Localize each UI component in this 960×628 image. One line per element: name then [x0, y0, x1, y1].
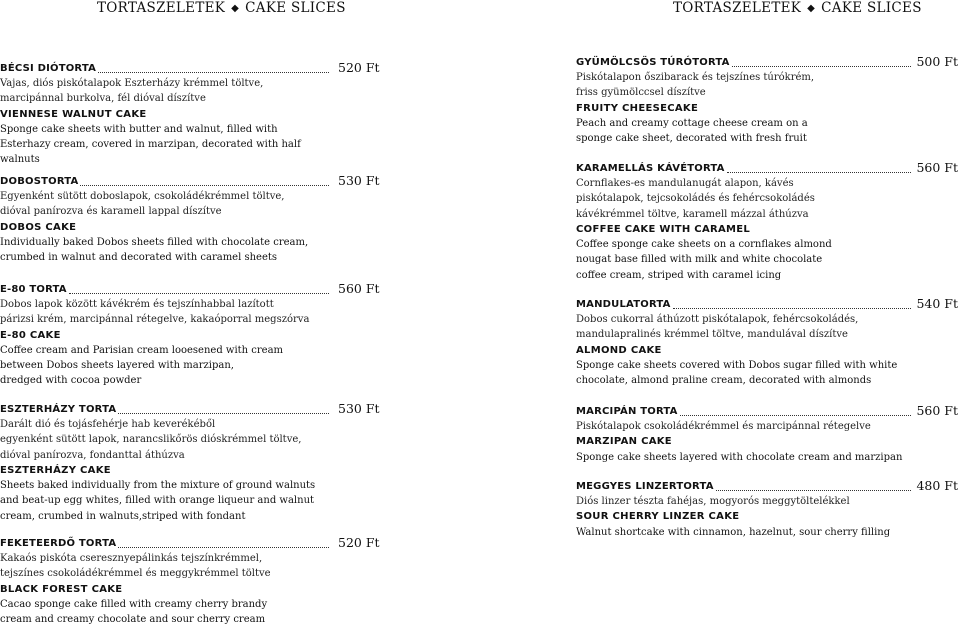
- menu-item-title-row: [0, 281, 381, 297]
- dot-leader: [80, 184, 329, 186]
- menu-item-title: MEGGYES LINZERTORTA: [576, 481, 714, 492]
- menu-item-price: 560 Ft: [916, 403, 958, 418]
- header-right: [673, 0, 922, 16]
- menu-item: [0, 535, 390, 627]
- menu-item: [576, 54, 960, 146]
- menu-item-en-title: COFFEE CAKE WITH CARAMEL: [576, 223, 751, 235]
- menu-item: [576, 296, 960, 388]
- dot-leader: [732, 65, 911, 67]
- menu-item-en-line: Peach and creamy cottage cheese cream on a: [576, 117, 808, 129]
- dot-leader: [98, 71, 329, 73]
- menu-item-title-row: [0, 535, 381, 551]
- menu-item-price: 520 Ft: [338, 60, 380, 75]
- menu-item-title: FEKETEERDŐ TORTA: [0, 538, 117, 549]
- header-right-hu: TORTASZELETEK: [673, 0, 802, 16]
- menu-item-title-row: [576, 54, 960, 70]
- menu-item-en-title: ALMOND CAKE: [576, 344, 662, 356]
- menu-item-hu-line: tejszínes csokoládékrémmel és meggykrémmel töltve: [0, 568, 271, 580]
- menu-item-title-row: [576, 478, 960, 494]
- menu-item-title-row: [0, 173, 381, 189]
- dot-leader: [680, 414, 911, 416]
- menu-item-hu-line: Piskótalapon őszibarack és tejszínes túrókrém,: [576, 72, 815, 83]
- menu-item: [0, 173, 390, 265]
- menu-item-hu-line: Diós linzer tészta fahéjas, mogyorós meggytöltelékkel: [576, 496, 850, 507]
- menu-item: [576, 403, 960, 465]
- menu-item-en-line: sponge cake sheet, decorated with fresh fruit: [576, 133, 807, 145]
- menu-item-en-line: Walnut shortcake with cinnamon, hazelnut, sour cherry filling: [576, 526, 891, 538]
- menu-item-en-title: SOUR CHERRY LINZER CAKE: [576, 511, 740, 523]
- menu-item-en-line: crumbed in walnut and decorated with caramel sheets: [0, 252, 278, 264]
- menu-item-en-line: cream, crumbed in walnuts,striped with fondant: [0, 510, 246, 522]
- menu-item-en-line: Coffee sponge cake sheets on a cornflakes almond: [576, 239, 832, 251]
- menu-item-hu-line: mandulapralinés krémmel töltve, mandulával díszítve: [576, 329, 848, 341]
- menu-item-title: DOBOSTORTA: [0, 176, 79, 187]
- menu-item-hu-line: friss gyümölccsel díszítve: [576, 87, 706, 99]
- menu-item-hu-line: egyenként sütött lapok, narancslikőrös dióskrémmel töltve,: [0, 434, 302, 446]
- menu-item: [576, 160, 960, 283]
- menu-item-hu-line: Egyenként sütött doboslapok, csokoládékrémmel töltve,: [0, 191, 285, 202]
- menu-item-hu-line: Vajas, diós piskótalapok Eszterházy krémmel töltve,: [0, 78, 264, 89]
- menu-item-hu-line: Kakaós piskóta cseresznyepálinkás tejszínkrémmel,: [0, 553, 263, 564]
- menu-item-hu-line: Cornflakes-es mandulanugát alapon, kávés: [576, 178, 794, 189]
- menu-item-en-title: BLACK FOREST CAKE: [0, 583, 123, 595]
- menu-item-price: 530 Ft: [338, 173, 380, 188]
- menu-item-en-line: cream and creamy chocolate and sour cherry cream: [0, 614, 266, 626]
- diamond-icon: ◆: [231, 3, 240, 14]
- menu-item-hu-line: piskótalapok, tejcsokoládés és fehércsokoládés: [576, 193, 815, 205]
- menu-item-en-title: MARZIPAN CAKE: [576, 436, 672, 448]
- menu-item-price: 530 Ft: [338, 401, 380, 416]
- menu-item-en-line: Esterhazy cream, covered in marzipan, decorated with half: [0, 139, 301, 151]
- header-left: [97, 0, 346, 16]
- menu-item: [0, 60, 390, 168]
- menu-item-en-line: Sponge cake sheets layered with chocolate cream and marzipan: [576, 451, 903, 463]
- menu-item-price: 560 Ft: [916, 160, 958, 175]
- menu-item-en-line: Cacao sponge cake filled with creamy cherry brandy: [0, 598, 268, 610]
- dot-leader: [716, 489, 911, 491]
- menu-item-hu-line: Darált dió és tojásfehérje hab keverékéből: [0, 419, 216, 430]
- menu-item-en-line: walnuts: [0, 154, 40, 166]
- dot-leader: [727, 171, 911, 173]
- dot-leader: [118, 546, 329, 548]
- menu-item-title: MARCIPÁN TORTA: [576, 406, 678, 417]
- menu-item-en-title: ESZTERHÁZY CAKE: [0, 464, 111, 476]
- menu-item: [576, 478, 960, 540]
- menu-item-en-title: VIENNESE WALNUT CAKE: [0, 108, 147, 120]
- menu-item-title-row: [576, 403, 960, 419]
- menu-item-en-line: nougat base filled with milk and white chocolate: [576, 254, 823, 266]
- header-left-en: CAKE SLICES: [245, 0, 346, 16]
- menu-item-title: BÉCSI DIÓTORTA: [0, 63, 97, 74]
- menu-item-title: GYÜMÖLCSÖS TÚRÓTORTA: [576, 57, 730, 68]
- menu-item-hu-line: párizsi krém, marcipánnal rétegelve, kakaóporral megszórva: [0, 314, 310, 326]
- menu-item-en-line: and beat-up egg whites, filled with orange liqueur and walnut: [0, 495, 315, 507]
- header-left-hu: TORTASZELETEK: [97, 0, 226, 16]
- menu-item-en-line: Sheets baked individually from the mixture of ground walnuts: [0, 480, 316, 492]
- menu-item-title: E-80 TORTA: [0, 284, 67, 295]
- menu-item-title: ESZTERHÁZY TORTA: [0, 404, 117, 415]
- menu-item: [0, 401, 390, 524]
- menu-item-hu-line: Piskótalapok csokoládékrémmel és marcipánnal rétegelve: [576, 421, 871, 432]
- menu-item-title: KARAMELLÁS KÁVÉTORTA: [576, 163, 725, 174]
- dot-leader: [69, 292, 329, 294]
- dot-leader: [673, 307, 911, 309]
- menu-item-hu-line: dióval panírozva és karamell lappal díszítve: [0, 206, 222, 218]
- menu-item-price: 500 Ft: [916, 54, 958, 69]
- menu-item-title-row: [576, 296, 960, 312]
- menu-item-title-row: [0, 60, 381, 76]
- menu-item-price: 540 Ft: [916, 296, 958, 311]
- diamond-icon: ◆: [807, 3, 816, 14]
- menu-item-price: 560 Ft: [338, 281, 380, 296]
- menu-item-hu-line: kávékrémmel töltve, karamell mázzal áthúzva: [576, 208, 809, 220]
- menu-item-hu-line: dióval panírozva, fondanttal áthúzva: [0, 449, 185, 461]
- menu-item-en-line: dredged with cocoa powder: [0, 375, 142, 387]
- dot-leader: [118, 412, 329, 414]
- menu-item-price: 520 Ft: [338, 535, 380, 550]
- menu-item-en-title: FRUITY CHEESECAKE: [576, 102, 699, 114]
- menu-item-en-line: Sponge cake sheets covered with Dobos sugar filled with white: [576, 359, 898, 371]
- menu-item-en-title: E-80 CAKE: [0, 329, 61, 341]
- menu-item-title-row: [576, 160, 960, 176]
- menu-item-title: MANDULATORTA: [576, 299, 671, 310]
- menu-item: [0, 281, 390, 389]
- menu-item-hu-line: marcipánnal burkolva, fél dióval díszítve: [0, 93, 206, 105]
- menu-item-en-line: chocolate, almond praline cream, decorated with almonds: [576, 375, 872, 387]
- menu-item-hu-line: Dobos cukorral áthúzott piskótalapok, fehércsokoládés,: [576, 314, 859, 325]
- menu-item-en-line: between Dobos sheets layered with marzipan,: [0, 360, 234, 372]
- menu-item-en-line: coffee cream, striped with caramel icing: [576, 269, 782, 281]
- menu-item-en-line: Coffee cream and Parisian cream looesened with cream: [0, 344, 284, 356]
- header-right-en: CAKE SLICES: [821, 0, 922, 16]
- menu-item-en-line: Individually baked Dobos sheets filled with chocolate cream,: [0, 236, 309, 248]
- menu-item-en-line: Sponge cake sheets with butter and walnut, filled with: [0, 123, 278, 135]
- menu-item-price: 480 Ft: [916, 478, 958, 493]
- menu-item-hu-line: Dobos lapok között kávékrém és tejszínhabbal lazított: [0, 299, 274, 310]
- menu-item-title-row: [0, 401, 381, 417]
- menu-item-en-title: DOBOS CAKE: [0, 221, 77, 233]
